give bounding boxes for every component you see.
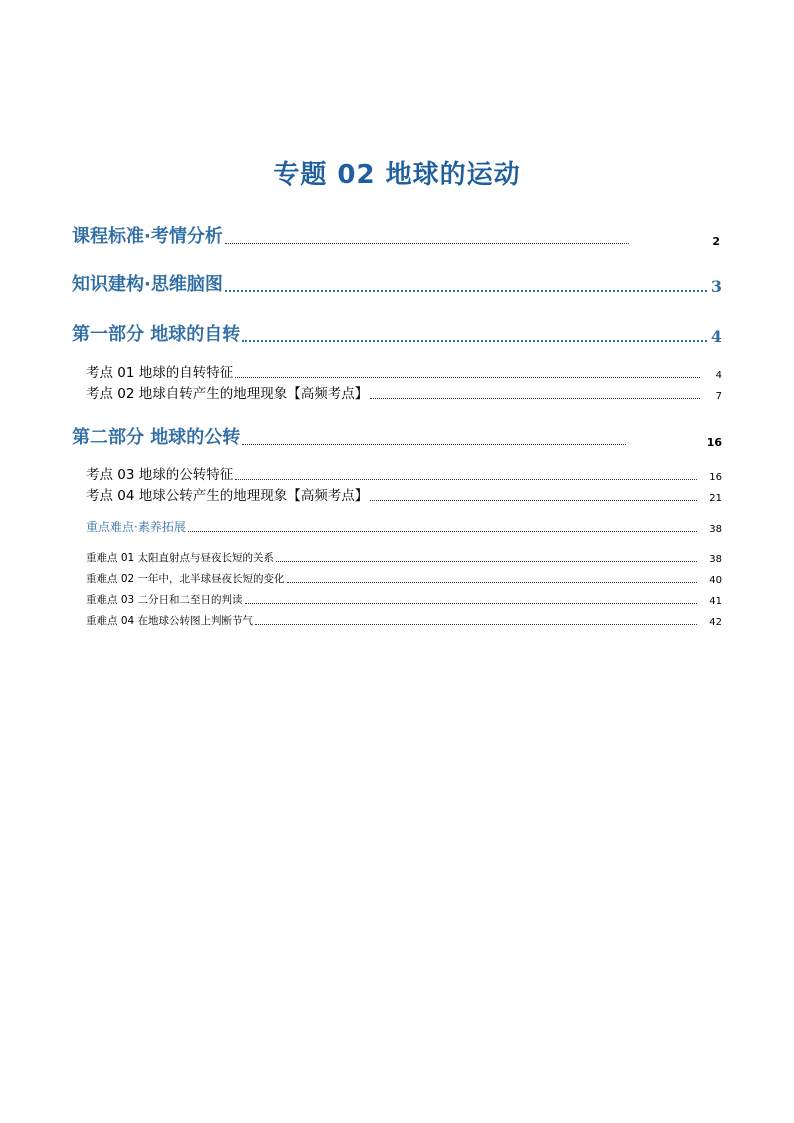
toc-leader-dots — [287, 581, 698, 583]
toc-leader-dots — [370, 499, 697, 501]
toc-entry-key-difficulties[interactable] — [86, 518, 722, 535]
toc-entry-page: 21 — [709, 493, 722, 504]
toc-entry-label: 考点 02 地球自转产生的地理现象【高频考点】 — [86, 386, 369, 402]
toc-entry-part-two[interactable] — [72, 423, 722, 449]
toc-entry-page: 38 — [709, 554, 722, 565]
toc-entry-page: 3 — [710, 277, 722, 296]
toc-entry-point-02[interactable] — [86, 382, 722, 402]
toc-entry-label: 第一部分 地球的自转 — [72, 324, 241, 345]
toc-leader-dots — [276, 560, 697, 562]
toc-entry-page: 38 — [709, 524, 722, 535]
toc-leader-dots — [242, 339, 707, 342]
toc-entry-label: 重点难点·素养拓展 — [86, 520, 186, 534]
toc-entry-course-standard[interactable] — [72, 222, 720, 248]
toc-leader-dots — [235, 478, 697, 480]
toc-entry-label: 重难点 04 在地球公转图上判断节气 — [86, 615, 254, 627]
toc-entry-page: 42 — [709, 617, 722, 628]
toc-entry-page: 16 — [709, 472, 722, 483]
toc-leader-dots — [225, 289, 707, 292]
toc-entry-page: 41 — [709, 596, 722, 607]
toc-entry-label: 重难点 03 二分日和二至日的判读 — [86, 594, 243, 606]
toc-leader-dots — [188, 530, 697, 532]
toc-entry-point-04[interactable] — [86, 484, 722, 504]
toc-leader-dots — [225, 242, 629, 244]
toc-leader-dots — [255, 623, 697, 625]
toc-entry-label: 考点 03 地球的公转特征 — [86, 467, 234, 483]
toc-entry-label: 重难点 02 一年中，北半球昼夜长短的变化 — [86, 573, 285, 585]
toc-entry-label: 知识建构·思维脑图 — [72, 274, 223, 295]
toc-entry-page: 16 — [706, 436, 722, 449]
toc-entry-difficulty-02[interactable] — [86, 571, 722, 586]
toc-entry-point-03[interactable] — [86, 463, 722, 483]
toc-entry-difficulty-03[interactable] — [86, 592, 722, 607]
toc-entry-difficulty-04[interactable] — [86, 613, 722, 628]
toc-entry-point-01[interactable] — [86, 361, 722, 381]
toc-entry-label: 考点 01 地球的自转特征 — [86, 365, 234, 381]
toc-leader-dots — [235, 376, 699, 378]
toc-entry-page: 2 — [712, 235, 720, 248]
toc-entry-label: 重难点 01 太阳直射点与昼夜长短的关系 — [86, 552, 275, 564]
toc-entry-page: 4 — [715, 370, 722, 381]
toc-entry-difficulty-01[interactable] — [86, 550, 722, 565]
toc-leader-dots — [245, 602, 698, 604]
page-title: 专题 02 地球的运动 — [273, 160, 521, 190]
toc-entry-page: 4 — [710, 327, 722, 346]
toc-entry-part-one[interactable] — [72, 320, 722, 346]
toc-entry-knowledge-map[interactable] — [72, 270, 722, 296]
toc-entry-label: 第二部分 地球的公转 — [72, 427, 241, 448]
toc-entry-label: 考点 04 地球公转产生的地理现象【高频考点】 — [86, 488, 369, 504]
toc-entry-page: 40 — [709, 575, 722, 586]
toc-entry-page: 7 — [715, 391, 722, 402]
toc-leader-dots — [370, 397, 699, 399]
toc-entry-label: 课程标准·考情分析 — [72, 226, 223, 247]
toc-leader-dots — [242, 443, 626, 445]
